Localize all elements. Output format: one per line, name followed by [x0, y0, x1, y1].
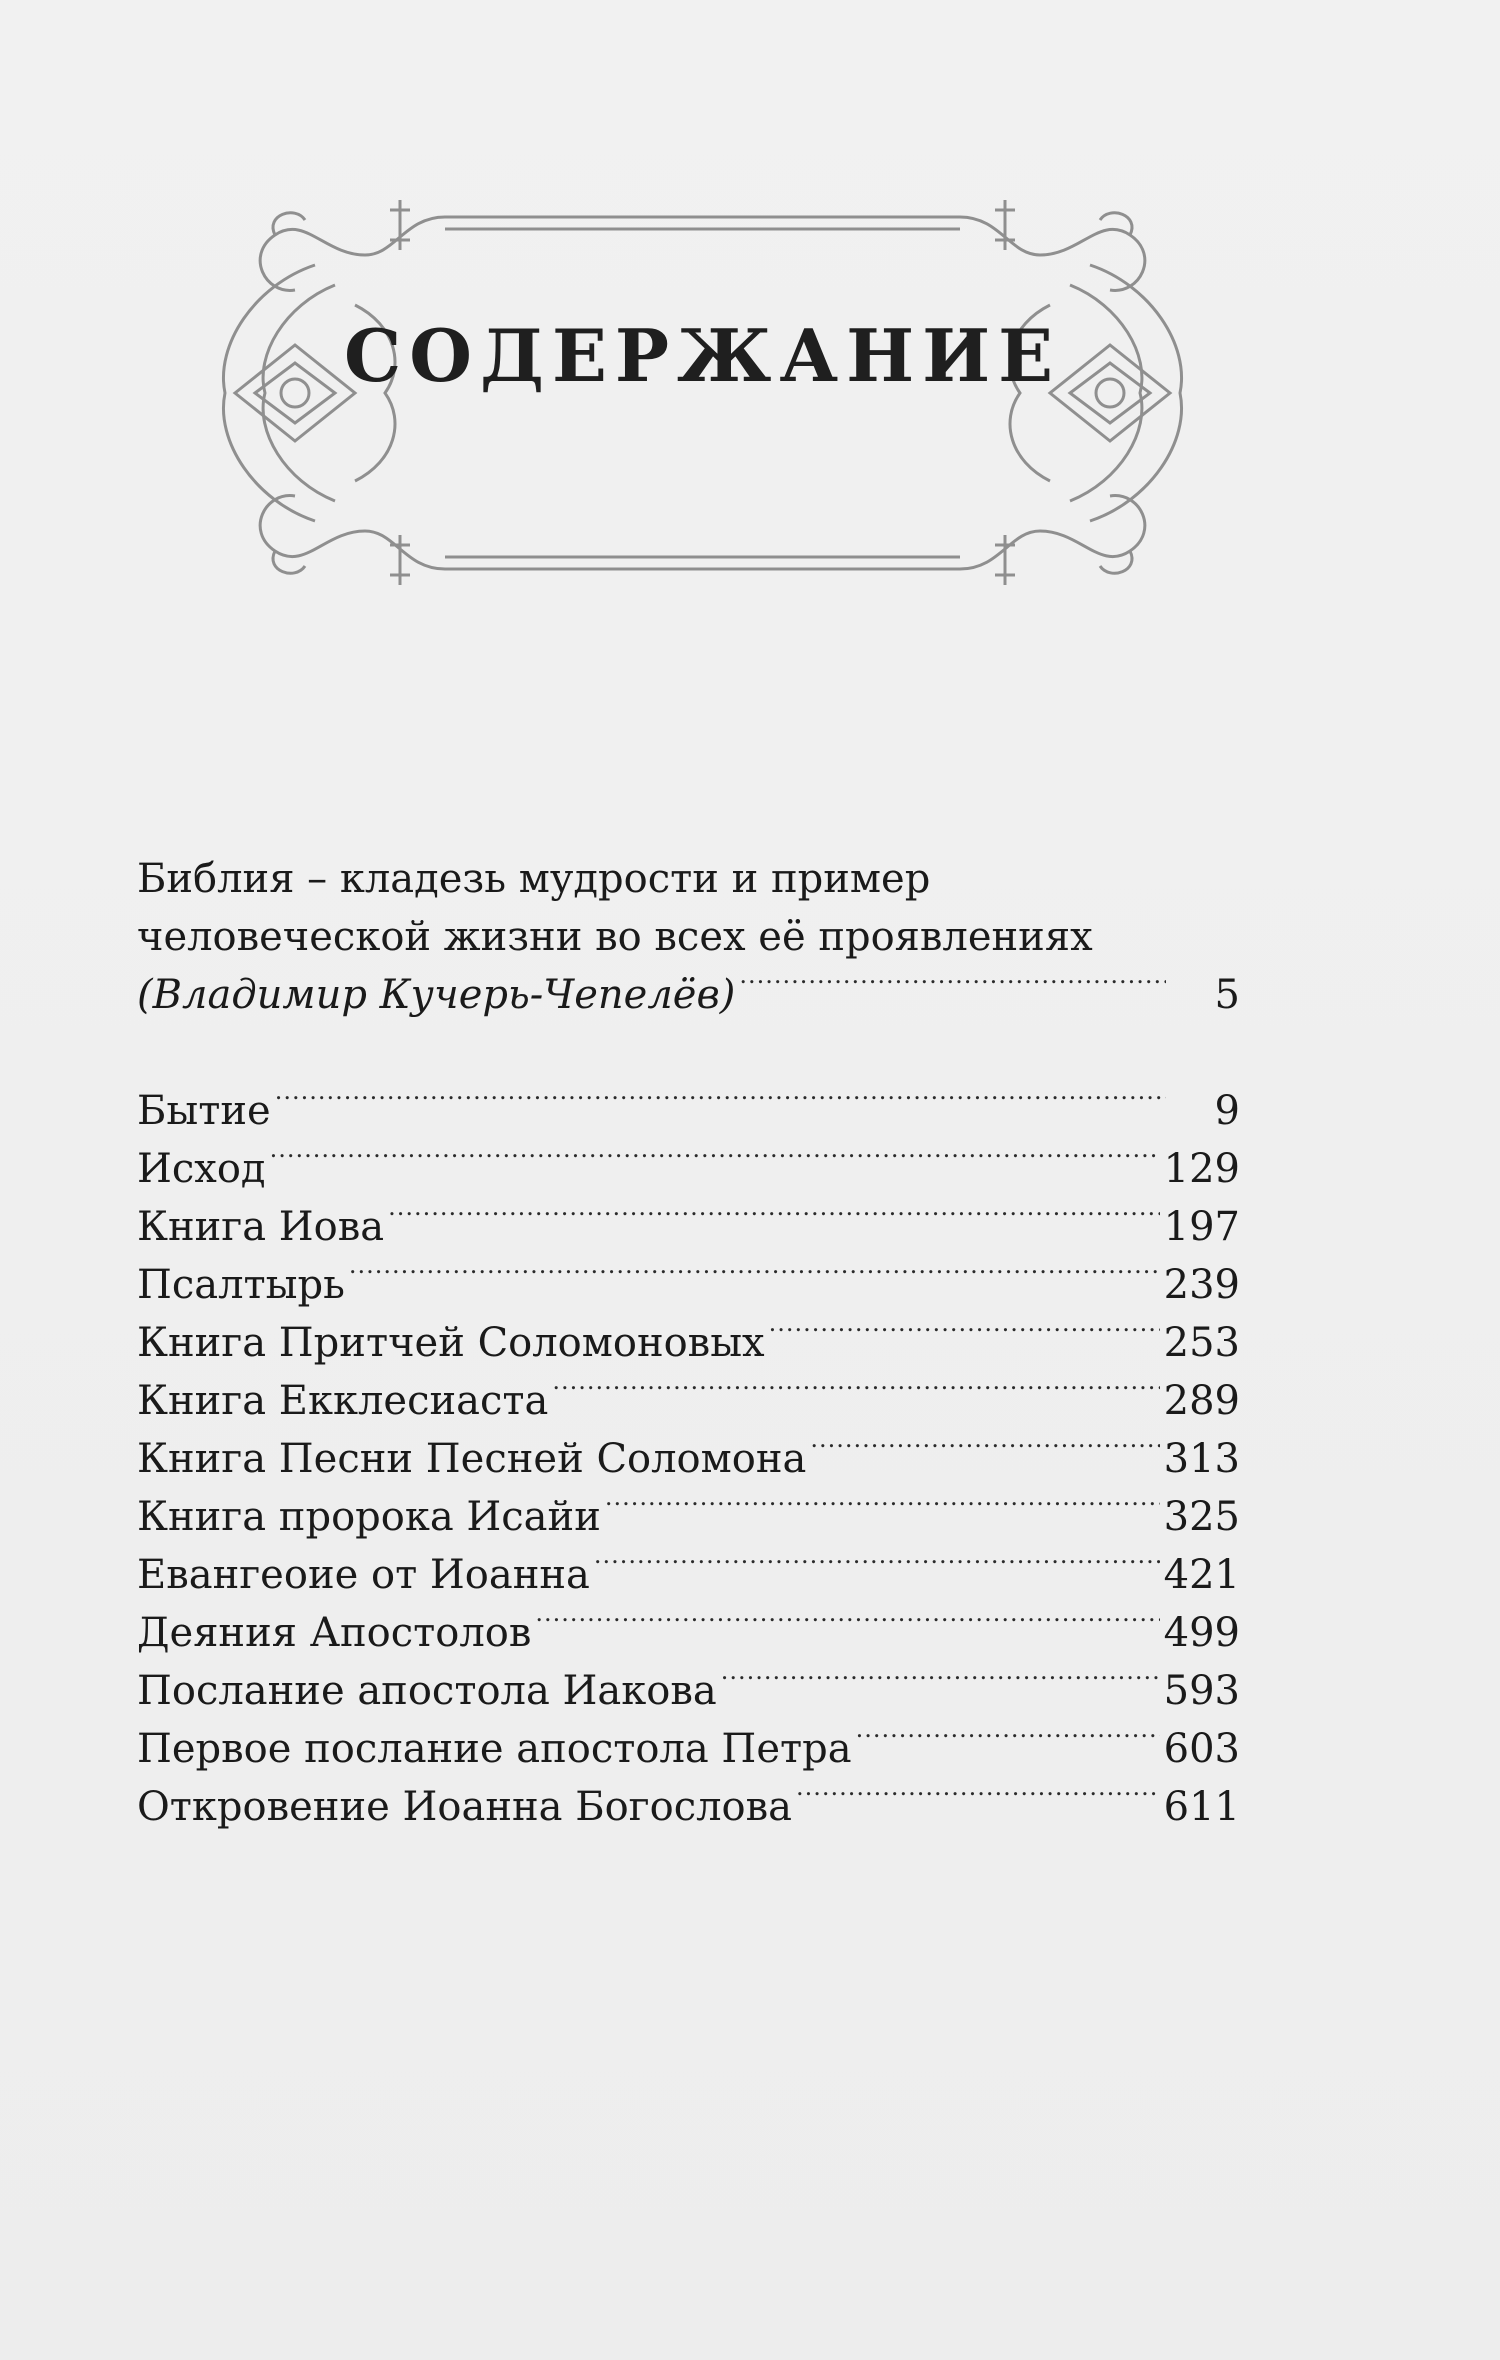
dot-leader [856, 1722, 1160, 1762]
dot-leader [739, 968, 1166, 1008]
entry-title: Первое послание апостола Петра [137, 1726, 852, 1772]
toc-entry[interactable] [137, 1430, 1240, 1488]
entry-title: Послание апостола Иакова [137, 1668, 717, 1714]
dot-leader [388, 1200, 1160, 1240]
toc-entries [137, 1082, 1240, 1836]
intro-author: (Владимир Кучерь-Чепелёв) [137, 972, 736, 1018]
toc-entry[interactable] [137, 1140, 1240, 1198]
toc-entry[interactable] [137, 1720, 1240, 1778]
page-title: СОДЕРЖАНИЕ [343, 313, 1062, 398]
toc-intro-entry[interactable] [137, 850, 1240, 1024]
entry-title: Книга Екклесиаста [137, 1378, 549, 1424]
toc-entry[interactable] [137, 1082, 1240, 1140]
entry-page-number: 129 [1163, 1146, 1240, 1192]
dot-leader [552, 1374, 1159, 1414]
dot-leader [810, 1432, 1159, 1472]
entry-page-number: 313 [1163, 1436, 1240, 1482]
entry-title: Откровение Иоанна Богослова [137, 1784, 792, 1830]
toc-entry[interactable] [137, 1662, 1240, 1720]
entry-title: Книга пророка Исайи [137, 1494, 601, 1540]
entry-page-number: 499 [1163, 1610, 1240, 1656]
entry-title: Книга Иова [137, 1204, 385, 1250]
entry-title: Исход [137, 1146, 266, 1192]
entry-page-number: 325 [1163, 1494, 1240, 1540]
entry-page-number: 593 [1163, 1668, 1240, 1714]
entry-title: Евангеоие от Иоанна [137, 1552, 590, 1598]
entry-page-number: 421 [1163, 1552, 1240, 1598]
toc-entry[interactable] [137, 1488, 1240, 1546]
toc-entry[interactable] [137, 1314, 1240, 1372]
entry-page-number: 197 [1163, 1204, 1240, 1250]
dot-leader [605, 1490, 1160, 1530]
entry-title: Псалтырь [137, 1262, 345, 1308]
entry-title: Книга Песни Песней Соломона [137, 1436, 807, 1482]
table-of-contents [137, 850, 1240, 1836]
toc-entry[interactable] [137, 1372, 1240, 1430]
entry-page-number: 253 [1163, 1320, 1240, 1366]
dot-leader [594, 1548, 1160, 1588]
entry-title: Деяния Апостолов [137, 1610, 532, 1656]
entry-page-number: 239 [1163, 1262, 1240, 1308]
toc-entry[interactable] [137, 1604, 1240, 1662]
dot-leader [275, 1084, 1166, 1124]
toc-entry[interactable] [137, 1778, 1240, 1836]
entry-title: Книга Притчей Соломоновых [137, 1320, 765, 1366]
toc-entry[interactable] [137, 1256, 1240, 1314]
dot-leader [721, 1664, 1160, 1704]
entry-page-number: 9 [1214, 1088, 1240, 1134]
entry-page-number: 289 [1163, 1378, 1240, 1424]
intro-line-2: человеческой жизни во всех её проявлениях [137, 914, 1093, 960]
dot-leader [270, 1142, 1160, 1182]
intro-author-row [137, 966, 1240, 1024]
dot-leader [769, 1316, 1160, 1356]
entry-title: Бытие [137, 1088, 271, 1134]
intro-page-number: 5 [1214, 972, 1240, 1018]
toc-entry[interactable] [137, 1198, 1240, 1256]
intro-line-1: Библия – кладезь мудрости и пример [137, 856, 931, 902]
dot-leader [349, 1258, 1160, 1298]
toc-entry[interactable] [137, 1546, 1240, 1604]
entry-page-number: 611 [1163, 1784, 1240, 1830]
dot-leader [535, 1606, 1159, 1646]
entry-page-number: 603 [1163, 1726, 1240, 1772]
dot-leader [796, 1780, 1160, 1820]
